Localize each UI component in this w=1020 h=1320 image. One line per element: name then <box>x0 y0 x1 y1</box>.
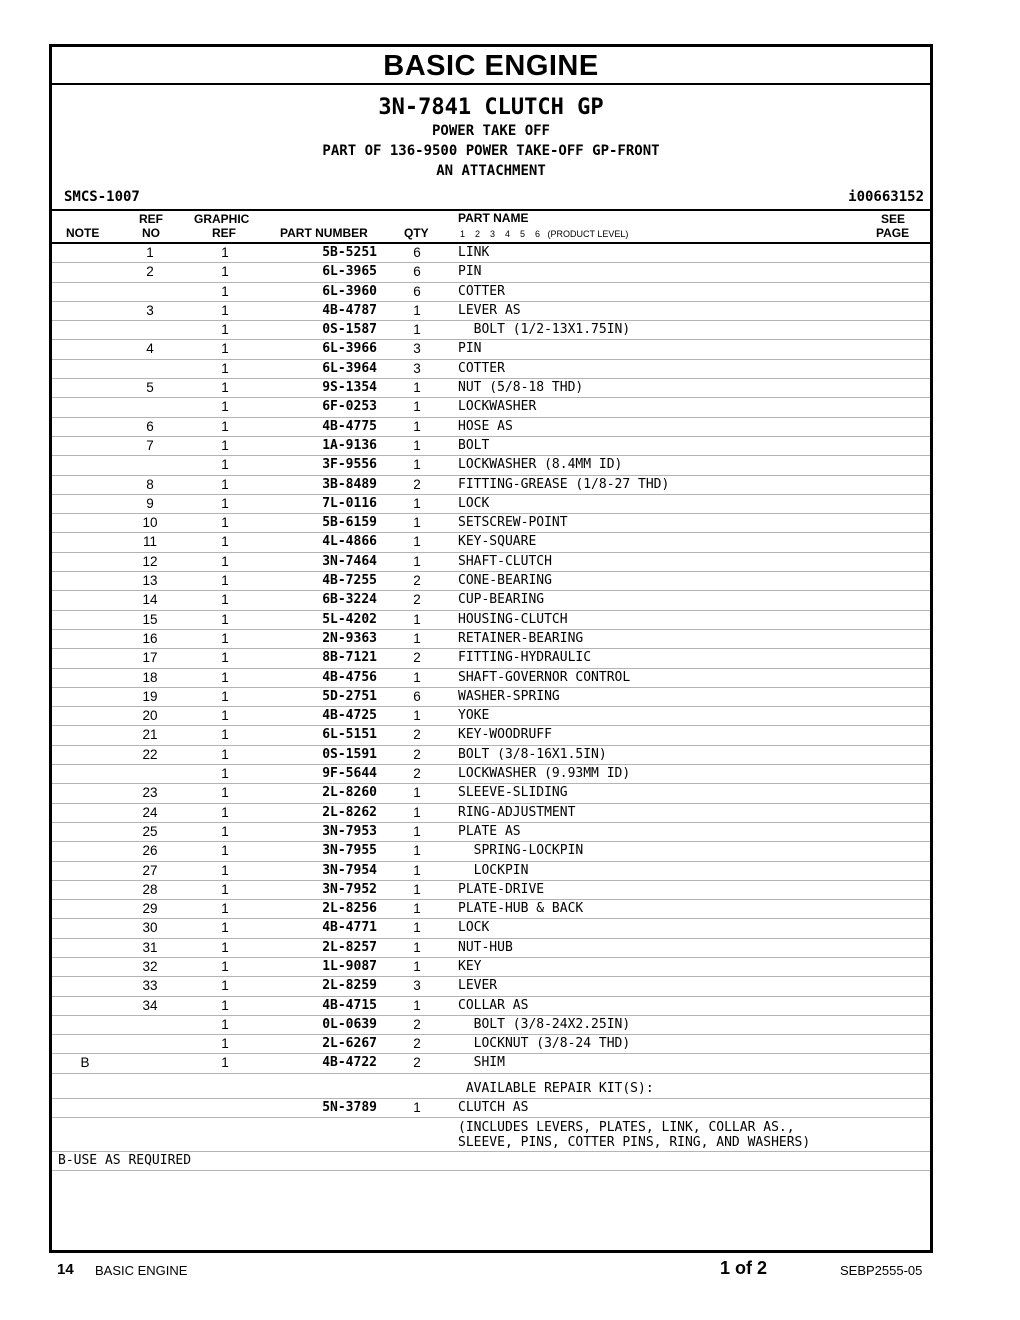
ref-no-cell: 8 <box>146 476 154 492</box>
graphic-ref-cell: 1 <box>221 920 229 936</box>
table-row <box>52 939 930 958</box>
ref-no-cell: 28 <box>142 881 158 897</box>
qty-cell: 1 <box>413 534 421 550</box>
part-number-cell: 6B-3224 <box>322 592 377 608</box>
part-number-cell: 2L-6267 <box>322 1036 377 1052</box>
qty-cell: 2 <box>413 1055 421 1071</box>
table-row <box>52 688 930 707</box>
part-number-cell: 4B-4771 <box>322 920 377 936</box>
qty-cell: 1 <box>413 939 421 955</box>
ref-no-cell: 2 <box>146 264 154 280</box>
col-note: NOTE <box>66 226 100 240</box>
part-number-cell: 1L-9087 <box>322 958 377 974</box>
part-name-cell: PIN <box>458 264 482 280</box>
table-row <box>52 726 930 745</box>
graphic-ref-cell: 1 <box>221 862 229 878</box>
qty-cell: 1 <box>413 881 421 897</box>
part-number-cell: 2L-8256 <box>322 901 377 917</box>
part-number-cell: 3F-9556 <box>322 457 377 473</box>
graphic-ref-cell: 1 <box>221 245 229 260</box>
repair-kit-part-number: 5N-3789 <box>322 1099 377 1115</box>
ref-no-cell: 23 <box>142 785 158 801</box>
table-row <box>52 630 930 649</box>
qty-cell: 6 <box>413 688 421 704</box>
graphic-ref-cell: 1 <box>221 418 229 434</box>
part-name-cell: LINK <box>458 245 490 260</box>
qty-cell: 1 <box>413 843 421 859</box>
graphic-ref-cell: 1 <box>221 843 229 859</box>
part-name-cell: FITTING-HYDRAULIC <box>458 650 592 666</box>
table-row <box>52 997 930 1016</box>
table-row <box>52 842 930 861</box>
table-row <box>52 244 930 263</box>
qty-cell: 1 <box>413 418 421 434</box>
part-number-cell: 4B-4722 <box>322 1055 377 1071</box>
col-ref-bottom: NO <box>142 226 160 240</box>
part-name-cell: PLATE-DRIVE <box>458 881 545 897</box>
parts-page-frame <box>49 44 933 1253</box>
table-row <box>52 1035 930 1054</box>
ref-no-cell: 4 <box>146 341 154 357</box>
part-name-cell: HOSE AS <box>458 418 513 434</box>
part-name-cell: LOCK <box>458 495 490 511</box>
qty-cell: 1 <box>413 708 421 724</box>
table-row <box>52 476 930 495</box>
part-number-cell: 2L-8262 <box>322 804 377 820</box>
col-ref-top: REF <box>139 212 163 226</box>
part-number-cell: 0S-1591 <box>322 746 377 762</box>
graphic-ref-cell: 1 <box>221 708 229 724</box>
ref-no-cell: 18 <box>142 669 158 685</box>
qty-cell: 3 <box>413 978 421 994</box>
note-cell: B <box>80 1055 90 1071</box>
col-product-level: 1 2 3 4 5 6 (PRODUCT LEVEL) <box>460 229 629 239</box>
col-qty: QTY <box>404 226 429 240</box>
graphic-ref-cell: 1 <box>221 515 229 531</box>
part-name-cell: SHIM <box>458 1055 505 1071</box>
group-header <box>52 85 930 211</box>
ref-no-cell: 33 <box>142 978 158 994</box>
table-row <box>52 302 930 321</box>
part-number-cell: 4B-4756 <box>322 669 377 685</box>
table-row <box>52 418 930 437</box>
table-row <box>52 784 930 803</box>
qty-cell: 1 <box>413 457 421 473</box>
part-number-cell: 3N-7953 <box>322 823 377 839</box>
part-number-cell: 6L-3960 <box>322 283 377 299</box>
group-title: 3N-7841 CLUTCH GP <box>378 95 604 120</box>
part-name-cell: LEVER AS <box>458 302 521 318</box>
ref-no-cell: 22 <box>142 746 158 762</box>
graphic-ref-cell: 1 <box>221 766 229 782</box>
part-name-cell: SPRING-LOCKPIN <box>458 843 584 859</box>
part-name-cell: BOLT (3/8-24X2.25IN) <box>458 1016 631 1032</box>
note-row <box>52 1152 930 1171</box>
ref-no-cell: 26 <box>142 843 158 859</box>
part-name-cell: LOCK <box>458 920 490 936</box>
ref-no-cell: 7 <box>146 437 154 453</box>
graphic-ref-cell: 1 <box>221 727 229 743</box>
table-row <box>52 456 930 475</box>
col-part-number: PART NUMBER <box>280 226 368 240</box>
graphic-ref-cell: 1 <box>221 495 229 511</box>
part-name-cell: LOCKWASHER (9.93MM ID) <box>458 766 631 782</box>
qty-cell: 2 <box>413 573 421 589</box>
table-row <box>52 1016 930 1035</box>
qty-cell: 1 <box>413 437 421 453</box>
qty-cell: 2 <box>413 1036 421 1052</box>
part-number-cell: 3N-7954 <box>322 862 377 878</box>
graphic-ref-cell: 1 <box>221 650 229 666</box>
qty-cell: 1 <box>413 669 421 685</box>
part-number-cell: 6L-3965 <box>322 264 377 280</box>
qty-cell: 2 <box>413 746 421 762</box>
qty-cell: 1 <box>413 823 421 839</box>
group-subtitle-1: POWER TAKE OFF <box>431 123 550 139</box>
part-number-cell: 6L-3964 <box>322 360 377 376</box>
repair-kit-heading: AVAILABLE REPAIR KIT(S): <box>458 1080 654 1096</box>
part-name-cell: PLATE AS <box>458 823 521 839</box>
table-row <box>52 919 930 938</box>
part-name-cell: WASHER-SPRING <box>458 688 560 704</box>
table-row <box>52 553 930 572</box>
graphic-ref-cell: 1 <box>221 1036 229 1052</box>
part-number-cell: 4B-4775 <box>322 418 377 434</box>
document-id: SEBP2555-05 <box>840 1263 923 1278</box>
graphic-ref-cell: 1 <box>221 573 229 589</box>
table-row <box>52 765 930 784</box>
qty-cell: 1 <box>413 515 421 531</box>
table-row <box>52 958 930 977</box>
part-name-cell: NUT (5/8-18 THD) <box>458 380 584 396</box>
graphic-ref-cell: 1 <box>221 688 229 704</box>
part-name-cell: LOCKNUT (3/8-24 THD) <box>458 1036 631 1052</box>
graphic-ref-cell: 1 <box>221 997 229 1013</box>
graphic-ref-cell: 1 <box>221 804 229 820</box>
part-name-cell: COTTER <box>458 283 505 299</box>
graphic-ref-cell: 1 <box>221 534 229 550</box>
table-row <box>52 340 930 359</box>
part-number-cell: 5L-4202 <box>322 611 377 627</box>
ref-no-cell: 27 <box>142 862 158 878</box>
graphic-ref-cell: 1 <box>221 476 229 492</box>
qty-cell: 1 <box>413 997 421 1013</box>
table-row <box>52 379 930 398</box>
part-name-cell: YOKE <box>458 708 490 724</box>
graphic-ref-cell: 1 <box>221 360 229 376</box>
part-number-cell: 9S-1354 <box>322 380 377 396</box>
part-name-cell: KEY-SQUARE <box>458 534 537 550</box>
qty-cell: 1 <box>413 920 421 936</box>
part-name-cell: BOLT <box>458 437 490 453</box>
part-number-cell: 3N-7952 <box>322 881 377 897</box>
qty-cell: 1 <box>413 804 421 820</box>
part-name-cell: RING-ADJUSTMENT <box>458 804 576 820</box>
qty-cell: 1 <box>413 322 421 338</box>
part-number-cell: 6L-3966 <box>322 341 377 357</box>
repair-kit-qty: 1 <box>413 1099 421 1115</box>
table-row <box>52 977 930 996</box>
part-name-cell: HOUSING-CLUTCH <box>458 611 568 627</box>
part-name-cell: LOCKWASHER (8.4MM ID) <box>458 457 623 473</box>
graphic-ref-cell: 1 <box>221 553 229 569</box>
graphic-ref-cell: 1 <box>221 399 229 415</box>
qty-cell: 6 <box>413 245 421 260</box>
ref-no-cell: 5 <box>146 380 154 396</box>
part-number-cell: 7L-0116 <box>322 495 377 511</box>
part-name-cell: COLLAR AS <box>458 997 529 1013</box>
graphic-ref-cell: 1 <box>221 457 229 473</box>
qty-cell: 1 <box>413 611 421 627</box>
part-name-cell: PLATE-HUB & BACK <box>458 901 584 917</box>
ref-no-cell: 15 <box>142 611 158 627</box>
graphic-ref-cell: 1 <box>221 283 229 299</box>
part-number-cell: 2L-8257 <box>322 939 377 955</box>
qty-cell: 3 <box>413 360 421 376</box>
graphic-ref-cell: 1 <box>221 939 229 955</box>
part-name-cell: LOCKPIN <box>458 862 529 878</box>
column-headers <box>52 211 930 244</box>
part-number-cell: 4B-4715 <box>322 997 377 1013</box>
repair-kit-name: CLUTCH AS <box>458 1099 529 1115</box>
qty-cell: 2 <box>413 476 421 492</box>
part-number-cell: 5B-6159 <box>322 515 377 531</box>
ref-no-cell: 25 <box>142 823 158 839</box>
part-name-cell: SLEEVE-SLIDING <box>458 785 568 801</box>
table-row <box>52 495 930 514</box>
part-name-cell: SHAFT-CLUTCH <box>458 553 552 569</box>
qty-cell: 1 <box>413 553 421 569</box>
ref-no-cell: 3 <box>146 302 154 318</box>
repair-kit-heading-row <box>52 1074 930 1099</box>
ref-no-cell: 29 <box>142 901 158 917</box>
part-name-cell: SETSCREW-POINT <box>458 515 568 531</box>
graphic-ref-cell: 1 <box>221 322 229 338</box>
qty-cell: 3 <box>413 341 421 357</box>
table-row <box>52 437 930 456</box>
ref-no-cell: 19 <box>142 688 158 704</box>
part-name-cell: CUP-BEARING <box>458 592 545 608</box>
col-see-bottom: PAGE <box>876 226 910 240</box>
ref-no-cell: 24 <box>142 804 158 820</box>
part-name-cell: KEY-WOODRUFF <box>458 727 552 743</box>
ref-no-cell: 34 <box>142 997 158 1013</box>
part-number-cell: 4B-4725 <box>322 708 377 724</box>
part-number-cell: 4L-4866 <box>322 534 377 550</box>
table-row <box>52 804 930 823</box>
page-footer <box>0 1258 1020 1281</box>
part-name-cell: BOLT (3/8-16X1.5IN) <box>458 746 607 762</box>
part-number-cell: 3N-7464 <box>322 553 377 569</box>
part-number-cell: 6F-0253 <box>322 399 377 415</box>
table-row <box>52 649 930 668</box>
graphic-ref-cell: 1 <box>221 785 229 801</box>
group-subtitle-3: AN ATTACHMENT <box>436 163 546 179</box>
part-number-cell: 5D-2751 <box>322 688 377 704</box>
table-row <box>52 862 930 881</box>
graphic-ref-cell: 1 <box>221 1055 229 1071</box>
qty-cell: 2 <box>413 1016 421 1032</box>
repair-kit-includes-row <box>52 1118 930 1152</box>
ref-no-cell: 31 <box>142 939 158 955</box>
part-name-cell: LOCKWASHER <box>458 399 537 415</box>
part-number-cell: 5B-5251 <box>322 245 377 260</box>
table-row <box>52 823 930 842</box>
table-row <box>52 572 930 591</box>
ref-no-cell: 10 <box>142 515 158 531</box>
qty-cell: 2 <box>413 727 421 743</box>
qty-cell: 1 <box>413 495 421 511</box>
qty-cell: 2 <box>413 650 421 666</box>
note-text: B-USE AS REQUIRED <box>58 1153 192 1169</box>
group-subtitle-2: PART OF 136-9500 POWER TAKE-OFF GP-FRONT <box>322 143 660 159</box>
qty-cell: 6 <box>413 264 421 280</box>
table-row <box>52 881 930 900</box>
graphic-ref-cell: 1 <box>221 264 229 280</box>
part-number-cell: 4B-7255 <box>322 573 377 589</box>
repair-kit-includes-2: SLEEVE, PINS, COTTER PINS, RING, AND WASHERS) <box>458 1135 811 1151</box>
ref-no-cell: 16 <box>142 630 158 646</box>
col-graphic-bottom: REF <box>212 226 236 240</box>
ref-no-cell: 21 <box>142 727 158 743</box>
part-name-cell: BOLT (1/2-13X1.75IN) <box>458 322 631 338</box>
qty-cell: 1 <box>413 862 421 878</box>
part-number-cell: 3B-8489 <box>322 476 377 492</box>
table-row <box>52 611 930 630</box>
part-number-cell: 2L-8259 <box>322 978 377 994</box>
qty-cell: 1 <box>413 630 421 646</box>
page-number: 14 <box>57 1261 74 1278</box>
smcs-code: SMCS-1007 <box>64 189 140 205</box>
part-number-cell: 8B-7121 <box>322 650 377 666</box>
part-number-cell: 2N-9363 <box>322 630 377 646</box>
table-row <box>52 533 930 552</box>
graphic-ref-cell: 1 <box>221 958 229 974</box>
part-name-cell: KEY <box>458 958 482 974</box>
ref-no-cell: 32 <box>142 958 158 974</box>
part-number-cell: 4B-4787 <box>322 302 377 318</box>
table-row <box>52 321 930 340</box>
graphic-ref-cell: 1 <box>221 901 229 917</box>
col-part-name: PART NAME <box>458 211 529 225</box>
part-name-cell: RETAINER-BEARING <box>458 630 584 646</box>
parts-list <box>52 244 930 1074</box>
ref-no-cell: 20 <box>142 708 158 724</box>
ref-no-cell: 13 <box>142 573 158 589</box>
part-number-cell: 1A-9136 <box>322 437 377 453</box>
part-number-cell: 0L-0639 <box>322 1016 377 1032</box>
qty-cell: 1 <box>413 380 421 396</box>
table-row <box>52 746 930 765</box>
part-number-cell: 0S-1587 <box>322 322 377 338</box>
table-row <box>52 900 930 919</box>
ref-no-cell: 1 <box>146 245 154 260</box>
ref-no-cell: 9 <box>146 495 154 511</box>
ref-no-cell: 6 <box>146 418 154 434</box>
table-row <box>52 1054 930 1073</box>
graphic-ref-cell: 1 <box>221 823 229 839</box>
graphic-ref-cell: 1 <box>221 592 229 608</box>
part-number-cell: 3N-7955 <box>322 843 377 859</box>
graphic-ref-cell: 1 <box>221 380 229 396</box>
table-row <box>52 514 930 533</box>
part-name-cell: FITTING-GREASE (1/8-27 THD) <box>458 476 670 492</box>
part-name-cell: PIN <box>458 341 482 357</box>
graphic-ref-cell: 1 <box>221 978 229 994</box>
table-row <box>52 707 930 726</box>
graphic-ref-cell: 1 <box>221 746 229 762</box>
part-number-cell: 6L-5151 <box>322 727 377 743</box>
table-row <box>52 360 930 379</box>
qty-cell: 2 <box>413 592 421 608</box>
table-row <box>52 398 930 417</box>
ref-no-cell: 11 <box>142 534 157 550</box>
part-number-cell: 9F-5644 <box>322 766 377 782</box>
part-name-cell: SHAFT-GOVERNOR CONTROL <box>458 669 631 685</box>
ref-no-cell: 17 <box>142 650 158 666</box>
ref-no-cell: 12 <box>142 553 158 569</box>
graphic-ref-cell: 1 <box>221 1016 229 1032</box>
graphic-ref-cell: 1 <box>221 669 229 685</box>
page-of: 1 of 2 <box>720 1258 768 1278</box>
col-see-top: SEE <box>881 212 906 226</box>
part-name-cell: NUT-HUB <box>458 939 513 955</box>
graphic-ref-cell: 1 <box>221 341 229 357</box>
table-row <box>52 283 930 302</box>
section-title: BASIC ENGINE <box>52 47 930 85</box>
graphic-ref-cell: 1 <box>221 437 229 453</box>
repair-kit-includes-1: (INCLUDES LEVERS, PLATES, LINK, COLLAR AS., <box>458 1120 795 1136</box>
qty-cell: 1 <box>413 785 421 801</box>
graphic-ref-cell: 1 <box>221 611 229 627</box>
graphic-ref-cell: 1 <box>221 881 229 897</box>
table-row <box>52 669 930 688</box>
qty-cell: 1 <box>413 399 421 415</box>
repair-kit-row <box>52 1099 930 1118</box>
part-number-cell: 2L-8260 <box>322 785 377 801</box>
qty-cell: 2 <box>413 766 421 782</box>
graphic-ref-cell: 1 <box>221 630 229 646</box>
illustration-id: i00663152 <box>848 189 924 205</box>
col-graphic-top: GRAPHIC <box>194 212 250 226</box>
footer-section: BASIC ENGINE <box>95 1263 188 1278</box>
qty-cell: 6 <box>413 283 421 299</box>
part-name-cell: COTTER <box>458 360 505 376</box>
part-name-cell: CONE-BEARING <box>458 573 552 589</box>
table-row <box>52 263 930 282</box>
ref-no-cell: 14 <box>142 592 158 608</box>
qty-cell: 1 <box>413 302 421 318</box>
table-row <box>52 591 930 610</box>
part-name-cell: LEVER <box>458 978 498 994</box>
qty-cell: 1 <box>413 958 421 974</box>
ref-no-cell: 30 <box>142 920 158 936</box>
graphic-ref-cell: 1 <box>221 302 229 318</box>
qty-cell: 1 <box>413 901 421 917</box>
